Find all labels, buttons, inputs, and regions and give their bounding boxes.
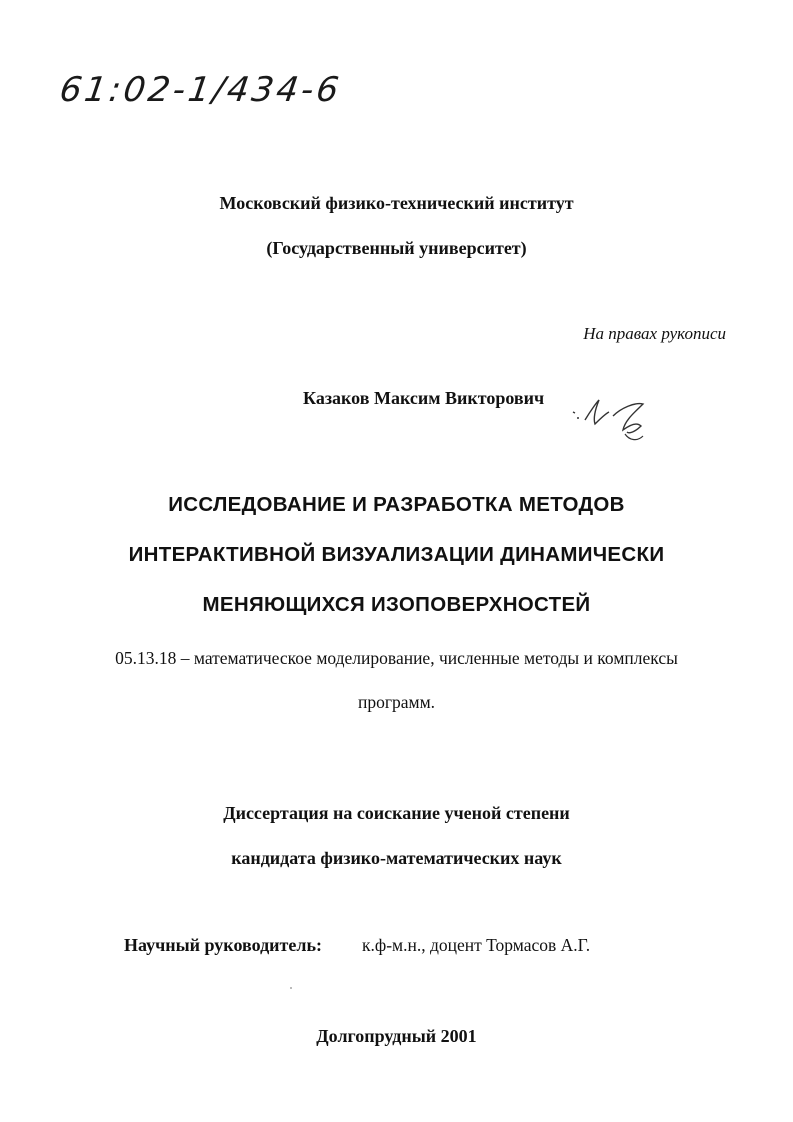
catalog-number: 61:02-1/434-6 [57, 70, 344, 110]
title-line-2: ИНТЕРАКТИВНОЙ ВИЗУАЛИЗАЦИИ ДИНАМИЧЕСКИ [128, 543, 665, 566]
institution-subtitle: (Государственный университет) [266, 238, 527, 258]
degree-line-1: Диссертация на соискание ученой степени [223, 803, 570, 823]
place-year: Долгопрудный 2001 [316, 1026, 477, 1046]
specialty-line-2: программ. [357, 692, 436, 712]
author-name: Казаков Максим Викторович [303, 388, 545, 408]
institution-name: Московский физико-технический институт [219, 193, 574, 213]
scan-speck [290, 987, 292, 989]
degree-line-2: кандидата физико-математических наук [231, 848, 562, 868]
title-line-1: ИССЛЕДОВАНИЕ И РАЗРАБОТКА МЕТОДОВ [168, 493, 625, 516]
title-line-3: МЕНЯЮЩИХСЯ ИЗОПОВЕРХНОСТЕЙ [202, 593, 591, 616]
supervisor-value: к.ф-м.н., доцент Тормасов А.Г. [362, 935, 591, 955]
specialty-line-1: 05.13.18 – математическое моделирование, численные методы и комплексы [115, 648, 678, 668]
author-signature [565, 390, 655, 450]
manuscript-note: На правах рукописи [583, 324, 726, 343]
supervisor-label: Научный руководитель: [124, 935, 322, 955]
